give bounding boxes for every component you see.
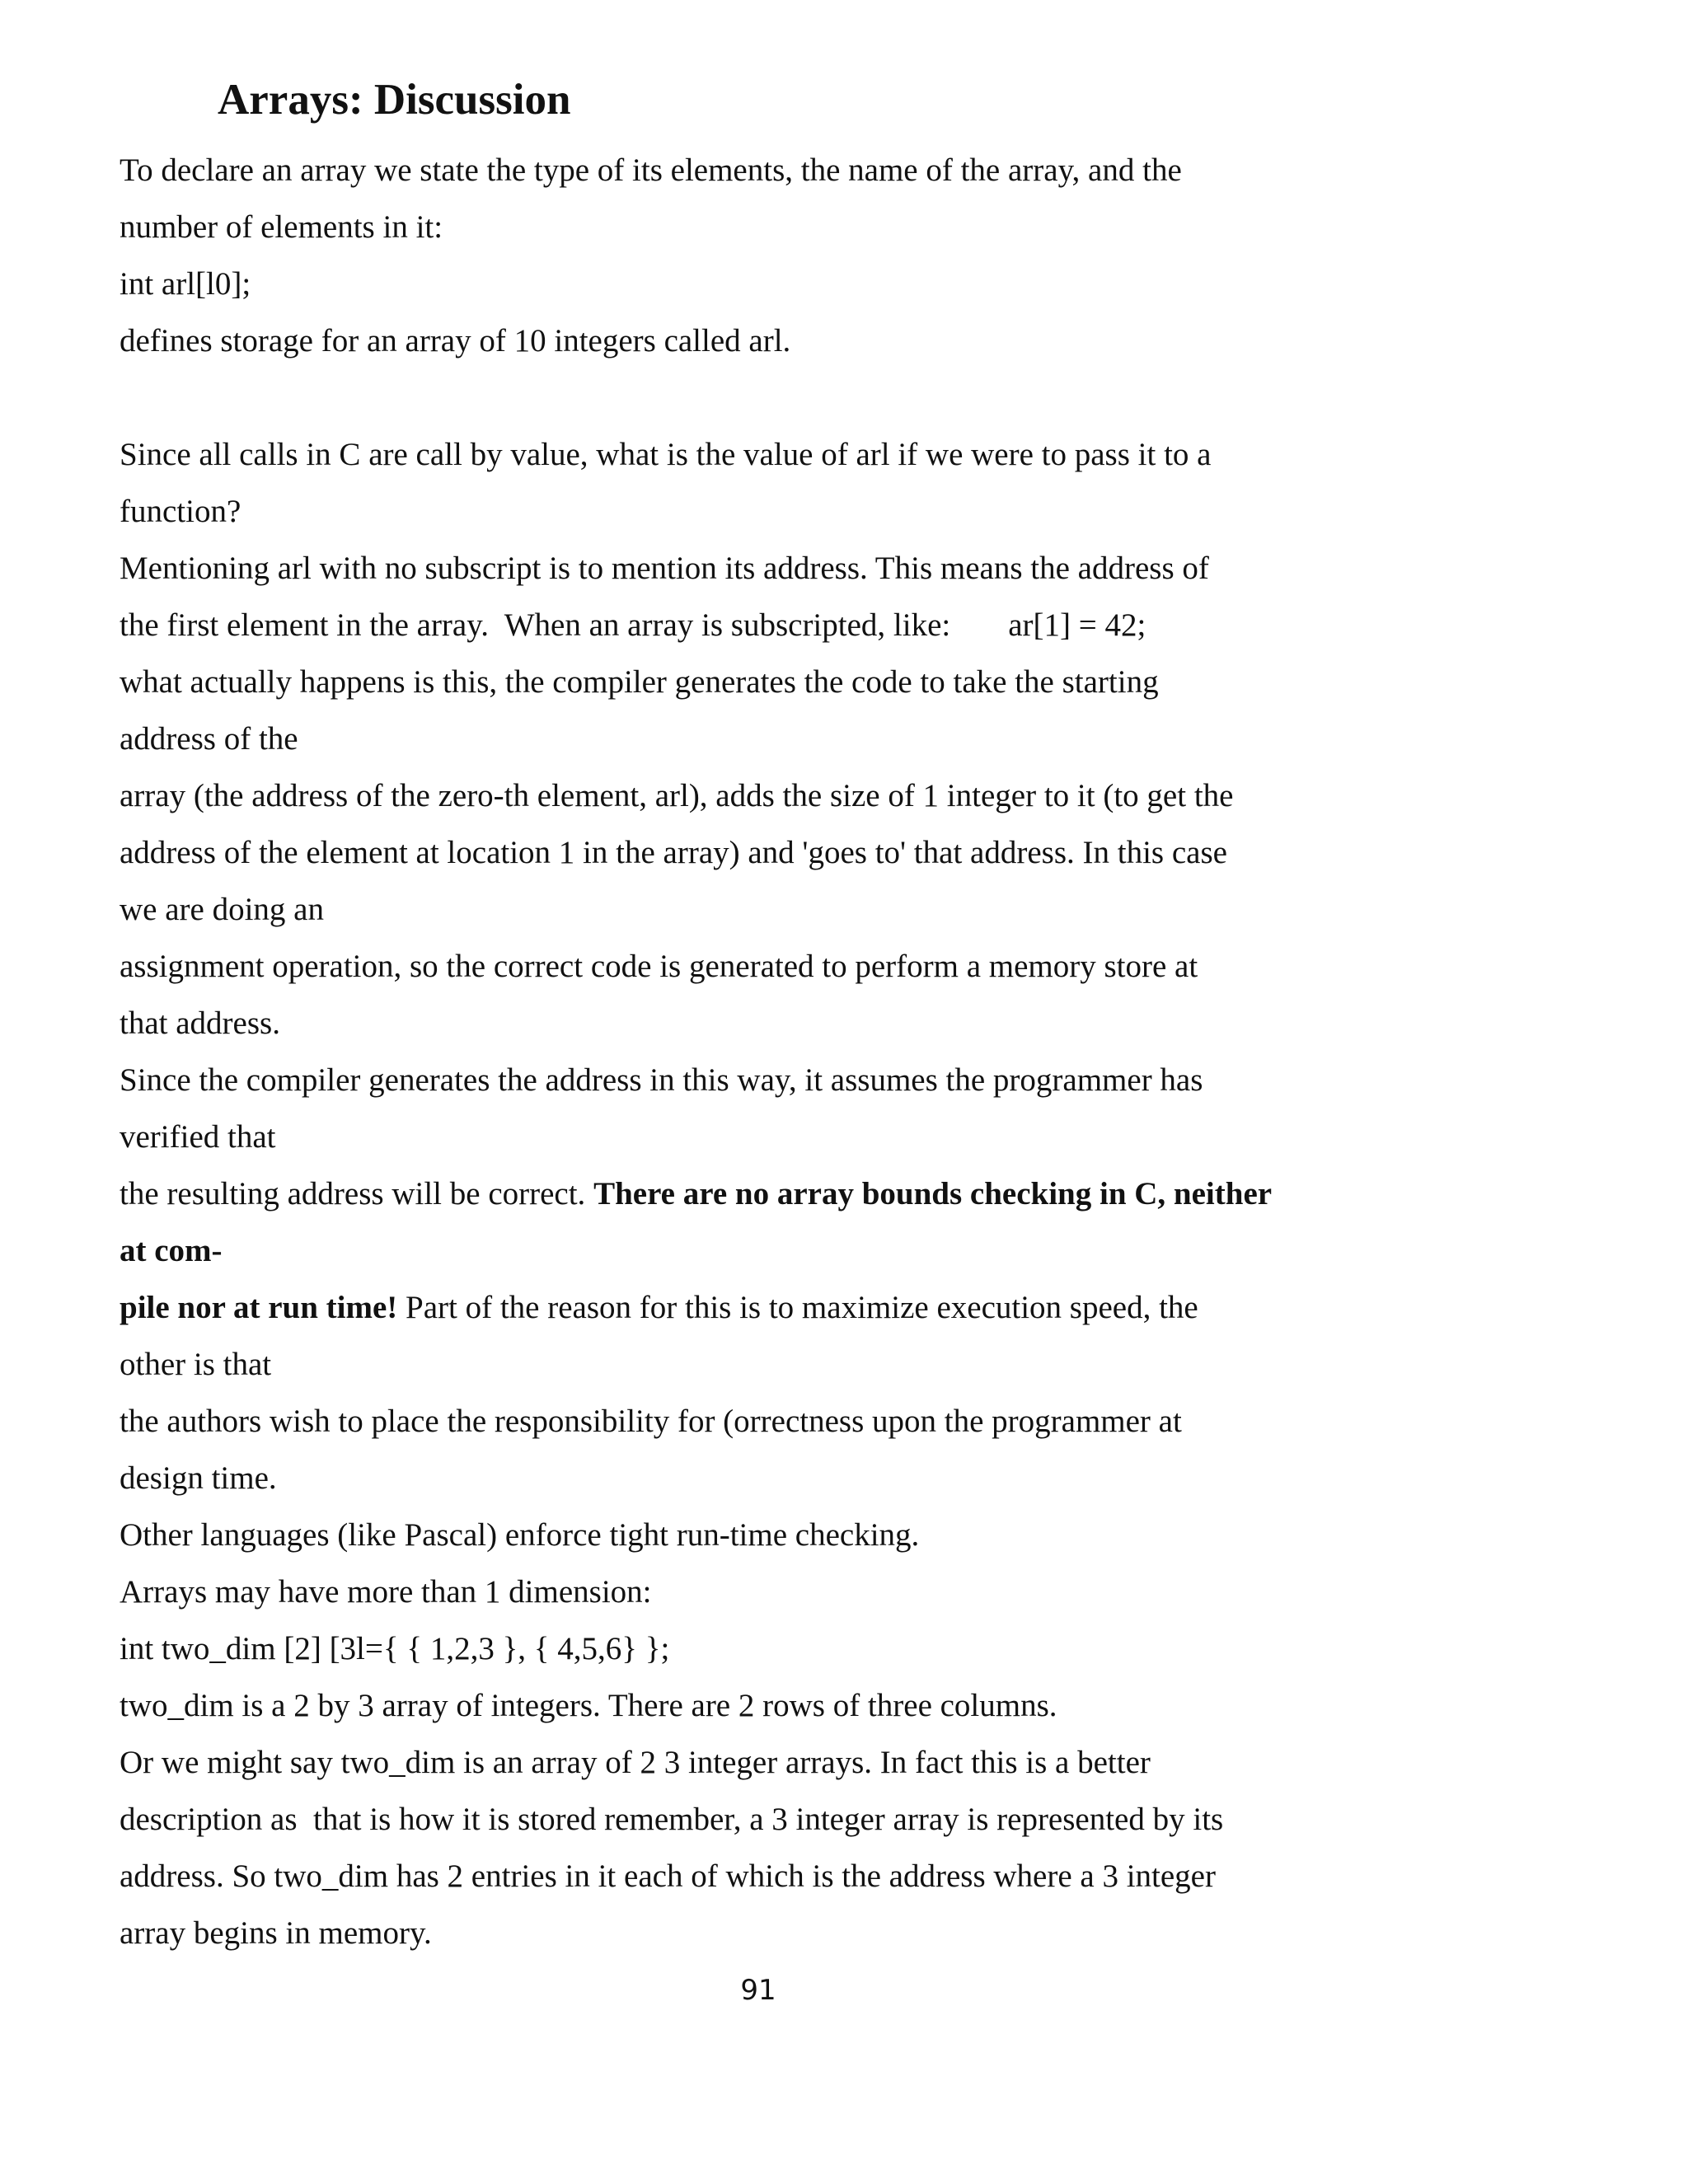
text-line: description as that is how it is stored remember, a 3 integer array is represented by its bbox=[120, 1802, 1224, 1837]
text-line: array (the address of the zero-th element, arl), adds the size of 1 integer to it (to get the bbox=[120, 778, 1234, 813]
text-line: Mentioning arl with no subscript is to mention its address. This means the address of bbox=[120, 551, 1209, 586]
text-line: defines storage for an array of 10 integers called arl. bbox=[120, 323, 791, 359]
text-line: function? bbox=[120, 494, 241, 529]
line-segment: the first element in the array. When an array is subscripted, like: bbox=[120, 607, 951, 643]
text-line: address. So two_dim has 2 entries in it each of which is the address where a 3 integer bbox=[120, 1858, 1216, 1894]
text-line: Other languages (like Pascal) enforce tight run-time checking. bbox=[120, 1517, 920, 1553]
text-line: the authors wish to place the responsibility for (orrectness upon the programmer at bbox=[120, 1404, 1182, 1439]
code-line: int arl[l0]; bbox=[120, 266, 251, 302]
text-line bbox=[120, 597, 1290, 654]
body-text bbox=[120, 142, 1290, 1961]
text-line: number of elements in it: bbox=[120, 209, 443, 245]
text-line bbox=[120, 1279, 1290, 1336]
emphasis-line: at com- bbox=[120, 1233, 223, 1268]
text-line: Arrays may have more than 1 dimension: bbox=[120, 1574, 652, 1610]
page-title: Arrays: Discussion bbox=[218, 76, 571, 124]
text-line bbox=[120, 1165, 1290, 1222]
text-line: Or we might say two_dim is an array of 2 3 integer arrays. In fact this is a better bbox=[120, 1745, 1151, 1780]
text-line: Since the compiler generates the address in this way, it assumes the programmer has bbox=[120, 1062, 1203, 1098]
code-line: int two_dim [2] [3l={ { 1,2,3 }, { 4,5,6} }; bbox=[120, 1631, 670, 1666]
line-segment: Part of the reason for this is to maximize execution speed, the bbox=[397, 1290, 1198, 1325]
text-line: two_dim is a 2 by 3 array of integers. There are 2 rows of three columns. bbox=[120, 1688, 1057, 1723]
page-number: 91 bbox=[740, 1974, 776, 2007]
text-line: Since all calls in C are call by value, what is the value of arl if we were to pass it to a bbox=[120, 437, 1212, 472]
emphasis-text: pile nor at run time! bbox=[120, 1290, 398, 1325]
text-line: To declare an array we state the type of its elements, the name of the array, and the bbox=[120, 152, 1182, 188]
text-line: array begins in memory. bbox=[120, 1915, 432, 1951]
text-line: we are doing an bbox=[120, 892, 324, 927]
text-line: address of the element at location 1 in the array) and 'goes to' that address. In this case bbox=[120, 835, 1227, 870]
text-line: that address. bbox=[120, 1005, 280, 1041]
text-line: assignment operation, so the correct code is generated to perform a memory store at bbox=[120, 949, 1198, 984]
text-line: verified that bbox=[120, 1119, 276, 1155]
text-line: other is that bbox=[120, 1347, 272, 1382]
text-line: what actually happens is this, the compiler generates the code to take the starting bbox=[120, 664, 1159, 700]
text-line: address of the bbox=[120, 721, 298, 757]
line-segment: the resulting address will be correct. bbox=[120, 1176, 594, 1212]
emphasis-text: There are no array bounds checking in C, neither bbox=[593, 1176, 1273, 1212]
paragraph-break bbox=[120, 369, 1290, 426]
inline-code: ar[1] = 42; bbox=[1008, 607, 1146, 643]
text-line: design time. bbox=[120, 1460, 277, 1496]
